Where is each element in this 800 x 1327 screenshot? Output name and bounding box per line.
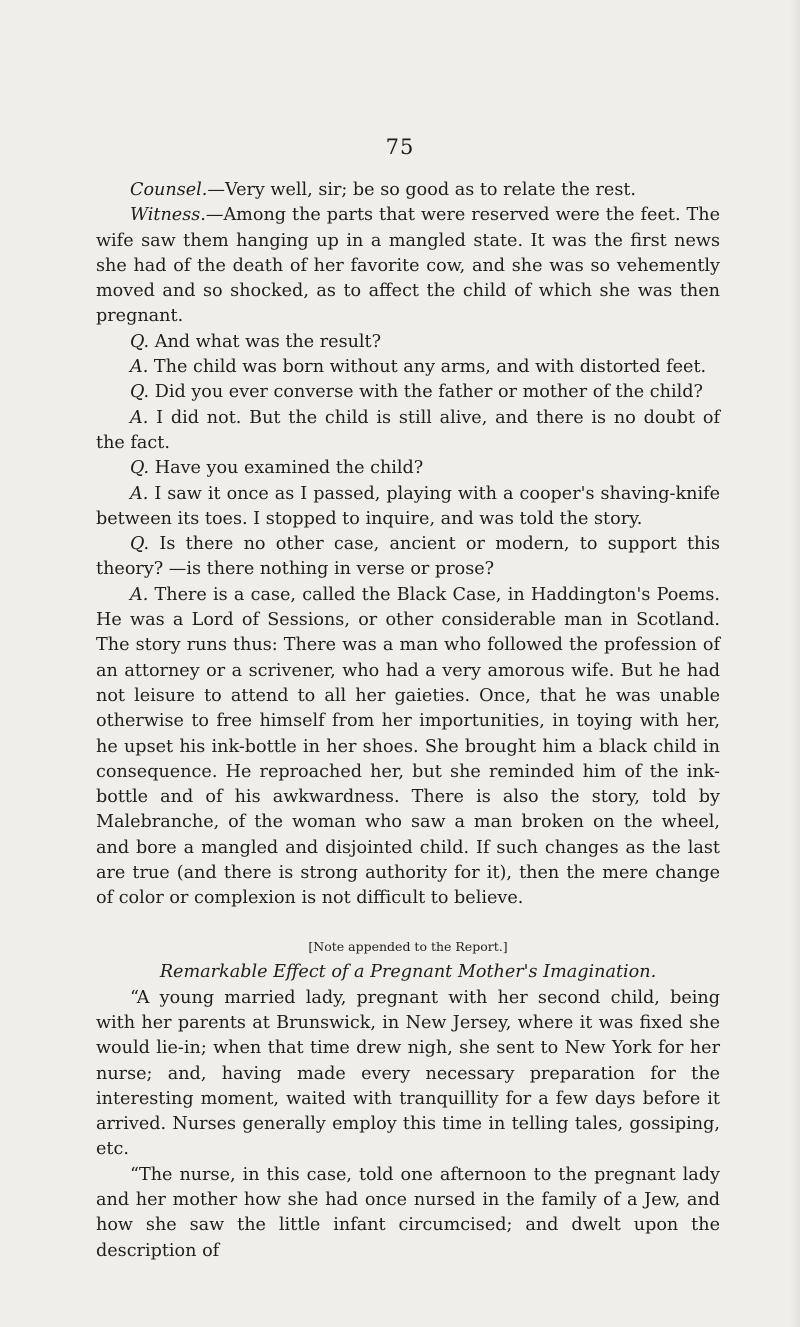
paragraph-question: [96, 380, 720, 405]
paragraph-answer: [96, 482, 720, 533]
paragraph-text: The child was born without any arms, and with distorted feet.: [148, 357, 707, 378]
paragraph-text: There is a case, called the Black Case, in Haddington's Poems. He was a Lord of Sessions, or other considerable man in Scotland. The story runs thus: There was a man who followed the profession of an attorney or a scrivener, who had a very amorous wife. But he had not leisure to attend to all her gaieties. Once, that he was unable otherwise to free himself from her importunities, in toying with her, he upset his ink-bottle in her shoes. She brought him a black child in consequence. He reproached her, but she reminded him of the ink-bottle and of his awkwardness. There is also the story, told by Malebranche, of the woman who saw a man broken on the wheel, and bore a mangled and disjointed child. If such changes as the last are true (and there is strong authority for it), then the mere change of color or complexion is not difficult to believe.: [96, 584, 720, 909]
paragraph-answer: [96, 583, 720, 912]
paragraph-question: [96, 532, 720, 583]
speaker-label: Witness.: [130, 205, 206, 226]
paragraph-question: [96, 456, 720, 481]
speaker-label: Q.: [130, 534, 150, 555]
speaker-label: Counsel.: [130, 180, 208, 200]
speaker-label: A.: [130, 357, 149, 378]
paragraph-witness: [96, 203, 720, 329]
paragraph-text: I saw it once as I passed, playing with a cooper's shaving-knife between its toes. I stopped to inquire, and was told the story.: [96, 483, 720, 529]
speaker-label: A.: [130, 483, 149, 504]
paragraph-text: I did not. But the child is still alive, and there is no doubt of the fact.: [96, 407, 720, 453]
note-label: [Note appended to the Report.]: [308, 938, 508, 954]
paragraph-answer: [96, 406, 720, 457]
note-paragraph: “The nurse, in this case, told one afternoon to the pregnant lady and her mother how she had once nursed in the family of a Jew, and how she saw the little infant circumcised; and dwelt upon the description of: [96, 1164, 720, 1261]
speaker-label: A.: [130, 407, 149, 428]
speaker-label: A.: [130, 584, 149, 605]
paragraph-counsel: [96, 178, 720, 203]
paragraph-text: Have you examined the child?: [149, 458, 424, 479]
page-body: [96, 178, 720, 1264]
paragraph-text: —Very well, sir; be so good as to relate the rest.: [207, 180, 637, 200]
paragraph-text: And what was the result?: [149, 331, 382, 352]
note-title: Remarkable Effect of a Pregnant Mother's Imagination.: [159, 961, 657, 982]
note-paragraph: “A young married lady, pregnant with her second child, being with her parents at Brunswick, in New Jersey, where it was fixed she would lie-in; when that time drew nigh, she sent to New York for her nurse; and, having made every necessary preparation for the interesting moment, waited with tranquillity for a few days before it arrived. Nurses generally employ this time in telling tales, gossiping, etc.: [96, 987, 720, 1160]
paragraph-question: [96, 330, 720, 355]
page-edge-shadow: [790, 0, 800, 1327]
speaker-label: Q.: [130, 331, 150, 352]
paragraph-answer: [96, 355, 720, 380]
paragraph-text: Did you ever converse with the father or mother of the child?: [149, 382, 703, 403]
page-number: 75: [385, 135, 415, 159]
paragraph-text: Is there no other case, ancient or modern, to support this theory? —is there nothing in verse or prose?: [96, 534, 720, 580]
speaker-label: Q.: [130, 458, 150, 479]
paragraph-text: —Among the parts that were reserved were the feet. The wife saw them hanging up in a mangled state. It was the first news she had of the death of her favorite cow, and she was so vehemently moved and so shocked, as to affect the child of which she was then pregnant.: [96, 205, 720, 327]
speaker-label: Q.: [130, 382, 150, 403]
